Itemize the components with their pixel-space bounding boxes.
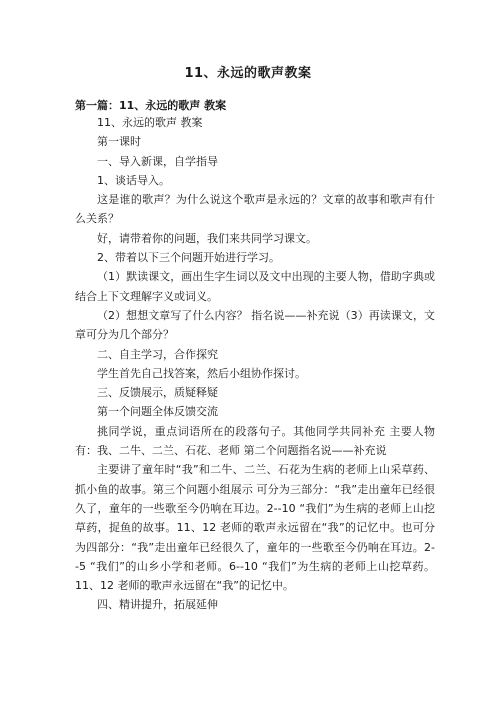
paragraph: 2、带着以下三个问题开始进行学习。 (97, 251, 280, 265)
paragraph: 二、自主学习，合作探究 (97, 347, 218, 361)
paragraph: 这是谁的歌声？为什么说这个歌声是永远的？文章的故事和歌声有什么关系？ (75, 193, 435, 226)
paragraph: 学生首先自己找答案，然后小组协作探讨。 (97, 366, 306, 380)
paragraph: （2）想想文章写了什么内容？ 指名说——补充说（3）再读课文，文章可分为几个部分？ (75, 308, 435, 342)
paragraph: 好，请带着你的问题，我们来共同学习课文。 (97, 231, 317, 245)
document-title: 11、永远的歌声教案 (184, 66, 312, 81)
document-body (75, 113, 435, 615)
paragraph: 主要讲了童年时“我”和二牛、二兰、石花为生病的老师上山采草药、抓小鱼的故事。第三个问题小组展示 可分为三部分：“我”走出童年已经很久了，童年的一些歌至今仍响在耳边。2--10 “我们”为生病的老师上山挖草药，捉鱼的故事。11、12 老师的歌声永远留在“我”的记忆中。也可分为四部分：“我”走出童年已经很久了，童年的一些歌至今仍响在耳边。2--5 “我们”的山乡小学和老师。6--10 “我们”为生病的老师上山挖草药。11、12 老师的歌声永远留在“我”的记忆中。 (75, 463, 435, 593)
paragraph: 1、谈话导入。 (97, 173, 170, 187)
paragraph: 第一课时 (97, 135, 141, 149)
paragraph: 四、精讲提升，拓展延伸 (97, 598, 218, 612)
paragraph: 第一个问题全体反馈交流 (97, 405, 218, 419)
paragraph: 11、永远的歌声 教案 (97, 116, 203, 129)
paragraph: 一、导入新课，自学指导 (97, 154, 218, 168)
paragraph: （1）默读课文，画出生字生词以及文中出现的主要人物，借助字典或结合上下文理解字义或词义。 (75, 270, 435, 303)
section-title: 第一篇：11、永远的歌声 教案 (75, 99, 227, 112)
paragraph: 挑同学说，重点词语所在的段落句子。其他同学共同补充 主要人物有：我、二牛、二兰、石花、老师 第二个问题指名说——补充说 (75, 424, 435, 458)
paragraph: 三、反馈展示，质疑释疑 (97, 386, 218, 400)
